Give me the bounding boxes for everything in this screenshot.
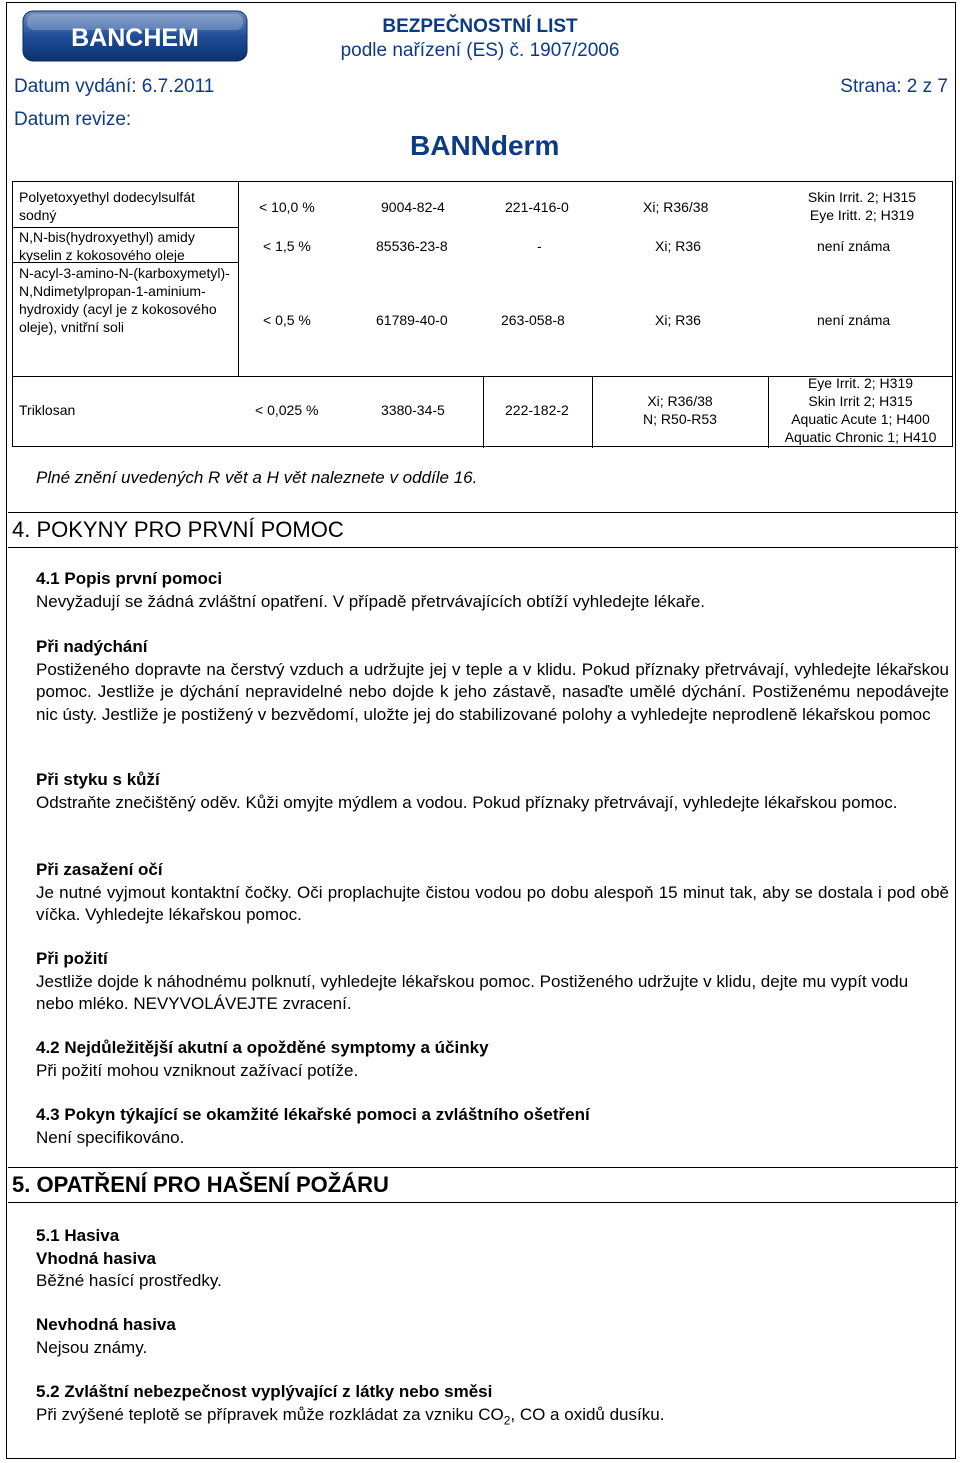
paragraph: Jestliže dojde k náhodnému polknutí, vyhledejte lékařskou pomoc. Postiženého udržujte v klidu, dejte mu vypít vodu nebo mléko. NEVYVOLÁVEJTE zvracení. [36, 971, 909, 1013]
phrases-note: Plné znění uvedených R vět a H vět naleznete v oddíle 16. [36, 468, 478, 487]
paragraph: Není specifikováno. [36, 1127, 185, 1147]
ingredient-class-r: Xi; R36 [655, 238, 701, 254]
ingredient-concentration: < 10,0 % [259, 199, 315, 215]
subsection-title: Při styku s kůží [36, 770, 160, 789]
ingredient-ec: 222-182-2 [505, 402, 569, 418]
skin-contact-block [36, 769, 949, 814]
hazard-statement: Eye Iritt. 2; H319 [809, 207, 915, 223]
ingredient-cas: 3380-34-5 [381, 402, 445, 418]
risk-phrase: Xi; R36/38 [647, 393, 713, 409]
inhalation-block [36, 636, 949, 726]
hazard-statement: Skin Irrit 2; H315 [808, 393, 913, 409]
paragraph: Běžné hasící prostředky. [36, 1271, 222, 1290]
hazard-statement: Aquatic Acute 1; H400 [791, 411, 930, 427]
subsection-title: Při zasažení očí [36, 860, 163, 879]
hazard-statement: Aquatic Chronic 1; H410 [784, 429, 937, 445]
ingredient-name: N,N-bis(hydroxyethyl) amidy kyselin z kokosového oleje [19, 229, 195, 263]
ingestion-block [36, 948, 949, 1016]
hazard-statement: Eye Irrit. 2; H319 [807, 375, 914, 391]
revision-date: Datum revize: [14, 109, 132, 130]
subsection-4-1 [36, 568, 949, 613]
issue-date: Datum vydání: 6.7.2011 [14, 76, 215, 97]
paragraph: Při požití mohou vzniknout zažívací potíže. [36, 1060, 359, 1080]
section-5-heading: 5. OPATŘENÍ PRO HAŠENÍ POŽÁRU [8, 1167, 958, 1203]
product-name: BANNderm [410, 130, 560, 161]
subsection-title: 4.1 Popis první pomoci [36, 569, 223, 588]
ingredient-concentration: < 1,5 % [263, 238, 311, 254]
subsection-4-2 [36, 1037, 949, 1082]
paragraph: Odstraňte znečištěný oděv. Kůži omyjte mýdlem a vodou. Pokud příznaky přetrvávají, vyhledejte lékařskou pomoc. [36, 792, 898, 812]
unsuitable-media-title: Nevhodná hasiva [36, 1315, 176, 1334]
paragraph: Nevyžadují se žádná zvláštní opatření. V případě přetrvávajících obtíží vyhledejte lékaře. [36, 591, 706, 611]
unsuitable-media-block [36, 1314, 949, 1359]
ingredient-class-h [773, 188, 951, 224]
col-divider [483, 376, 484, 448]
subsection-title: Při požití [36, 949, 108, 968]
banchem-logo [22, 10, 248, 62]
paragraph: Postiženého dopravte na čerstvý vzduch a udržujte jej v teple a v klidu. Pokud příznaky přetrvávají, vyhledejte lékařskou pomoc. Jestliže je dýchání nepravidelné nebo dojde k jeho zástavě, nasaďte umělé dýchání. Postiženému nepodávejte nic ústy. Jestliže je postižený v bezvědomí, uložte jej do stabilizované polohy a vyhledejte neprodleně lékařskou pomoc [36, 659, 949, 724]
ingredient-ec: 263-058-8 [501, 312, 565, 328]
ingredient-ec: - [537, 238, 542, 254]
suitable-media-title: Vhodná hasiva [36, 1248, 156, 1268]
subsection-5-2 [36, 1381, 949, 1431]
ingredient-ec: 221-416-0 [505, 199, 569, 215]
section-4-heading: 4. POKYNY PRO PRVNÍ POMOC [8, 512, 958, 548]
ingredients-table [12, 181, 953, 447]
ingredient-class-h: není známa [817, 238, 891, 254]
risk-phrase: N; R50-R53 [643, 411, 717, 427]
document-title: BEZPEČNOSTNÍ LIST [382, 16, 578, 37]
subsection-4-3 [36, 1104, 949, 1149]
paragraph: Nejsou známy. [36, 1337, 148, 1357]
subscript: 2 [503, 1412, 511, 1427]
subsection-title: 4.2 Nejdůležitější akutní a opožděné symptomy a účinky [36, 1038, 489, 1057]
paragraph [36, 1404, 949, 1432]
ingredient-name: Polyetoxyethyl dodecylsulfát sodný [19, 189, 195, 223]
subsection-title: 5.1 Hasiva [36, 1226, 120, 1245]
ingredient-cas: 61789-40-0 [376, 312, 448, 328]
hazard-statement: Skin Irrit. 2; H315 [807, 189, 917, 205]
col-divider [238, 182, 239, 376]
paragraph: Je nutné vyjmout kontaktní čočky. Oči proplachujte čistou vodou po dobu alespoň 15 minut tak, aby se dostala i pod obě víčka. Vyhledejte lékařskou pomoc. [36, 882, 949, 924]
ingredient-class-r: Xi; R36/38 [643, 199, 709, 215]
ingredient-cas: 85536-23-8 [376, 238, 448, 254]
page-number: Strana: 2 z 7 [840, 76, 948, 97]
ingredient-concentration: < 0,5 % [263, 312, 311, 328]
ingredient-concentration: < 0,025 % [255, 402, 319, 418]
ingredient-name: Triklosan [19, 402, 76, 418]
subsection-title: 5.2 Zvláštní nebezpečnost vyplývající z látky nebo směsi [36, 1382, 493, 1401]
ingredient-class-r: Xi; R36 [655, 312, 701, 328]
ingredient-class-h [769, 374, 952, 446]
ingredient-name: N-acyl-3-amino-N-(karboxymetyl)-N,Ndimetylpropan-1-aminium-hydroxidy (acyl je z kokosového oleje), vnitřní soli [19, 265, 230, 335]
subsection-title: 4.3 Pokyn týkající se okamžité lékařské pomoci a zvláštního ošetření [36, 1105, 590, 1124]
subsection-5-1 [36, 1225, 949, 1293]
ingredient-class-h: není známa [817, 312, 891, 328]
eye-contact-block [36, 859, 949, 927]
text-run: Při zvýšené teplotě se přípravek může rozkládat za vzniku CO [36, 1404, 504, 1424]
regulation-reference: podle nařízení (ES) č. 1907/2006 [340, 40, 620, 61]
ingredient-cas: 9004-82-4 [381, 199, 445, 215]
svg-text:BANCHEM: BANCHEM [71, 24, 199, 52]
subsection-title: Při nadýchání [36, 637, 148, 656]
text-run: , CO a oxidů dusíku. [510, 1404, 665, 1424]
ingredient-class-r [593, 392, 767, 428]
